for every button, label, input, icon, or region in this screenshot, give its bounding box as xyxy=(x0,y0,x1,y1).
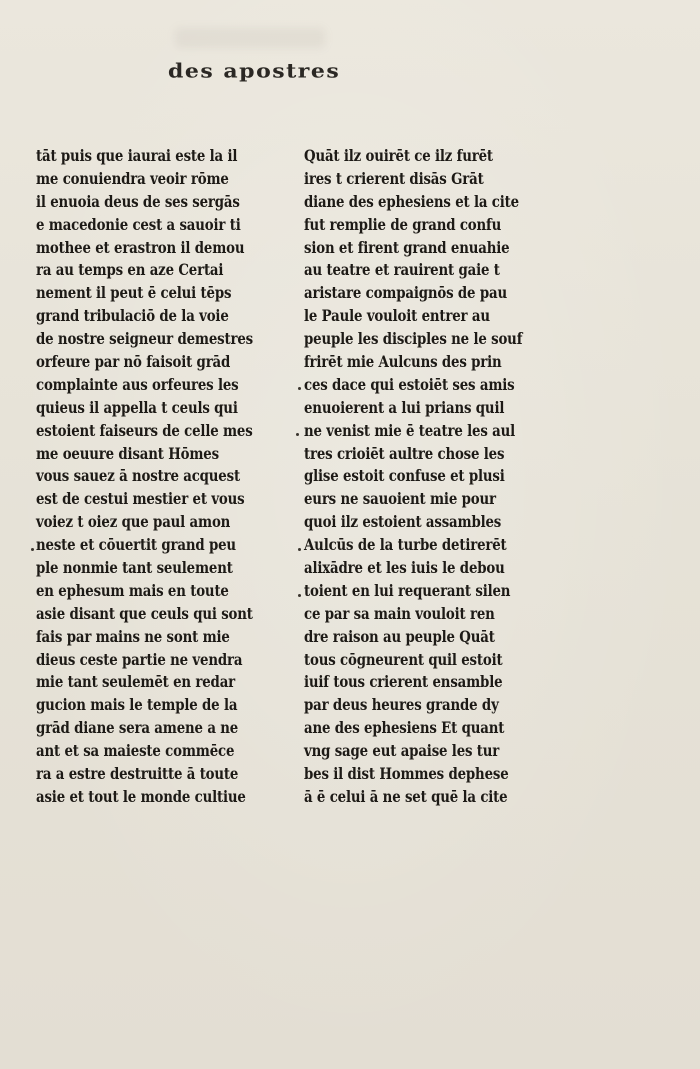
text-line: par deus heures grande dy xyxy=(304,695,499,715)
text-line: grād diane sera amene a ne xyxy=(36,718,239,738)
text-line: dre raison au peuple Quāt xyxy=(304,626,495,646)
text-line: ce par sa main vouloit ren xyxy=(304,603,495,623)
text-line: diane des ephesiens et la cite xyxy=(304,191,519,211)
text-line: asie disant que ceuls qui sont xyxy=(36,603,253,623)
text-line: ires t crierent disās Grāt xyxy=(304,168,484,188)
text-line: il enuoia deus de ses sergās xyxy=(36,191,240,211)
text-line: Aulcūs de la turbe detirerēt xyxy=(304,535,507,555)
text-line: quoi ilz estoient assambles xyxy=(304,512,502,532)
text-line: fais par mains ne sont mie xyxy=(36,626,230,646)
text-line: voiez t oiez que paul amon xyxy=(36,512,231,532)
text-line: le Paule vouloit entrer au xyxy=(304,306,490,326)
text-line: peuple les disciples ne le souf xyxy=(304,329,523,349)
text-line: eurs ne sauoient mie pour xyxy=(304,489,496,509)
margin-mark xyxy=(298,548,301,551)
show-through-smudge xyxy=(175,28,325,48)
text-line: grand tribulaciō de la voie xyxy=(36,306,229,326)
text-line: complainte aus orfeures les xyxy=(36,374,239,394)
margin-mark xyxy=(298,594,301,597)
text-line: fut remplie de grand confu xyxy=(304,214,502,234)
text-line: bes il dist Hommes dephese xyxy=(304,764,509,784)
text-line: ces dace qui estoiēt ses amis xyxy=(304,374,515,394)
text-line: est de cestui mestier et vous xyxy=(36,489,245,509)
text-line: ā ē celui ā ne set quē la cite xyxy=(304,786,508,806)
text-line: toient en lui requerant silen xyxy=(304,580,511,600)
margin-mark xyxy=(298,387,301,390)
text-line: glise estoit confuse et plusi xyxy=(304,466,505,486)
running-head: des apostres xyxy=(168,59,341,83)
text-line: estoient faiseurs de celle mes xyxy=(36,420,253,440)
text-line: ra au temps en aze Certai xyxy=(36,260,224,280)
text-line: mothee et erastron il demou xyxy=(36,237,245,257)
text-line: quieus il appella t ceuls qui xyxy=(36,397,238,417)
text-line: au teatre et rauirent gaie t xyxy=(304,260,500,280)
text-line: frirēt mie Aulcuns des prin xyxy=(304,352,502,372)
text-line: tāt puis que iaurai este la il xyxy=(36,146,238,165)
text-line: tres crioiēt aultre chose les xyxy=(304,443,505,463)
left-text-column xyxy=(36,145,286,809)
text-line: vng sage eut apaise les tur xyxy=(304,741,500,761)
text-line: me oeuure disant Hōmes xyxy=(36,443,219,463)
text-line: nement il peut ē celui tēps xyxy=(36,283,232,303)
text-line: enuoierent a lui prians quil xyxy=(304,397,505,417)
text-line: sion et firent grand enuahie xyxy=(304,237,510,257)
text-line: ne venist mie ē teatre les aul xyxy=(304,420,516,440)
text-line: vous sauez ā nostre acquest xyxy=(36,466,240,486)
text-line: alixādre et les iuis le debou xyxy=(304,558,505,578)
text-line: gucion mais le temple de la xyxy=(36,695,238,715)
text-line: neste et cōuertit grand peu xyxy=(36,535,236,555)
text-line: iuif tous crierent ensamble xyxy=(304,672,503,692)
text-line: ant et sa maieste commēce xyxy=(36,741,235,761)
text-line: asie et tout le monde cultiue xyxy=(36,786,246,806)
text-line: ane des ephesiens Et quant xyxy=(304,718,505,738)
text-line: tous cōgneurent quil estoit xyxy=(304,649,503,669)
text-line: aristare compaignōs de pau xyxy=(304,283,507,303)
text-line: me conuiendra veoir rōme xyxy=(36,168,229,188)
text-line: ple nonmie tant seulement xyxy=(36,558,233,578)
text-line: ra a estre destruitte ā toute xyxy=(36,764,239,784)
text-line: e macedonie cest a sauoir ti xyxy=(36,214,241,234)
text-line: orfeure par nō faisoit grād xyxy=(36,352,231,372)
right-text-column xyxy=(304,145,564,809)
text-line: en ephesum mais en toute xyxy=(36,580,229,600)
text-line: Quāt ilz ouirēt ce ilz furēt xyxy=(304,146,493,165)
margin-mark xyxy=(296,433,299,436)
text-line: de nostre seigneur demestres xyxy=(36,329,253,349)
text-line: mie tant seulemēt en redar xyxy=(36,672,236,692)
margin-mark xyxy=(31,548,34,551)
text-line: dieus ceste partie ne vendra xyxy=(36,649,243,669)
